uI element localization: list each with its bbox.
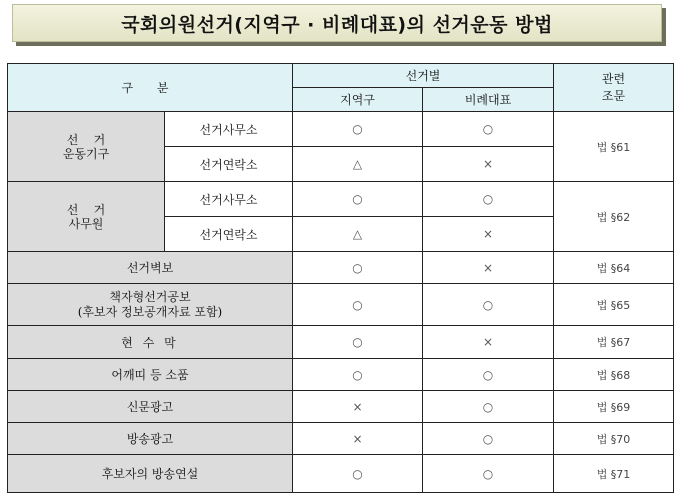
- row-label: [8, 326, 293, 359]
- reference-value: 법 §65: [554, 284, 674, 326]
- header-reference: 관련 조문: [554, 64, 674, 112]
- row-label: 선거벽보: [8, 252, 293, 284]
- group-label-line1: 선 거: [66, 202, 106, 217]
- row-label: 후보자의 방송연설: [8, 455, 293, 493]
- header-category: [8, 64, 293, 112]
- group-label-line2: 사무원: [68, 216, 104, 231]
- row-label-line2: (후보자 정보공개자료 포함): [77, 304, 223, 319]
- reference-value: 법 §69: [554, 391, 674, 423]
- district-value: ○: [293, 455, 423, 493]
- proportional-value: ○: [423, 359, 554, 391]
- reference-value: 법 §64: [554, 252, 674, 284]
- row-label-text: 현 수 막: [121, 335, 179, 350]
- proportional-value: ○: [423, 112, 554, 147]
- reference-value: 법 §68: [554, 359, 674, 391]
- election-method-table: [7, 63, 674, 493]
- district-value: ○: [293, 326, 423, 359]
- group-label: [8, 112, 165, 182]
- proportional-value: ○: [423, 423, 554, 455]
- sub-label: 선거연락소: [165, 147, 293, 182]
- row-label-line1: 책자형선거공보: [109, 289, 191, 304]
- sub-label: 선거사무소: [165, 112, 293, 147]
- row-label: [8, 284, 293, 326]
- reference-value: 법 §71: [554, 455, 674, 493]
- proportional-value: ○: [423, 182, 554, 217]
- sub-label: 선거연락소: [165, 217, 293, 252]
- proportional-value: ○: [423, 391, 554, 423]
- header-proportional: 비례대표: [423, 88, 554, 112]
- district-value: ○: [293, 182, 423, 217]
- table-row: [8, 455, 674, 493]
- group-label: [8, 182, 165, 252]
- header-district: 지역구: [293, 88, 423, 112]
- district-value: ○: [293, 284, 423, 326]
- proportional-value: ×: [423, 252, 554, 284]
- header-category-label: 구 분: [121, 81, 179, 95]
- header-row-1: [8, 64, 674, 88]
- table-row: [8, 359, 674, 391]
- sub-label: 선거사무소: [165, 182, 293, 217]
- proportional-value: ×: [423, 217, 554, 252]
- table-row: [8, 112, 674, 147]
- group-label-line1: 선 거: [66, 132, 106, 147]
- proportional-value: ○: [423, 284, 554, 326]
- reference-value: 법 §61: [554, 112, 674, 182]
- row-label: 방송광고: [8, 423, 293, 455]
- proportional-value: ○: [423, 455, 554, 493]
- table-row: [8, 284, 674, 326]
- district-value: △: [293, 147, 423, 182]
- table-row: [8, 423, 674, 455]
- page-title: 국회의원선거(지역구 · 비례대표)의 선거운동 방법: [121, 13, 553, 36]
- district-value: △: [293, 217, 423, 252]
- district-value: ×: [293, 391, 423, 423]
- district-value: ○: [293, 112, 423, 147]
- reference-value: 법 §70: [554, 423, 674, 455]
- table-row: [8, 182, 674, 217]
- row-label: 어깨띠 등 소품: [8, 359, 293, 391]
- proportional-value: ×: [423, 147, 554, 182]
- district-value: ○: [293, 359, 423, 391]
- group-label-line2: 운동기구: [62, 146, 110, 161]
- district-value: ○: [293, 252, 423, 284]
- row-label: 신문광고: [8, 391, 293, 423]
- reference-value: 법 §67: [554, 326, 674, 359]
- table-row: [8, 252, 674, 284]
- district-value: ×: [293, 423, 423, 455]
- title-banner: [12, 4, 662, 42]
- header-election-group: 선거별: [293, 64, 554, 88]
- reference-value: 법 §62: [554, 182, 674, 252]
- proportional-value: ×: [423, 326, 554, 359]
- table-row: [8, 391, 674, 423]
- table-row: [8, 326, 674, 359]
